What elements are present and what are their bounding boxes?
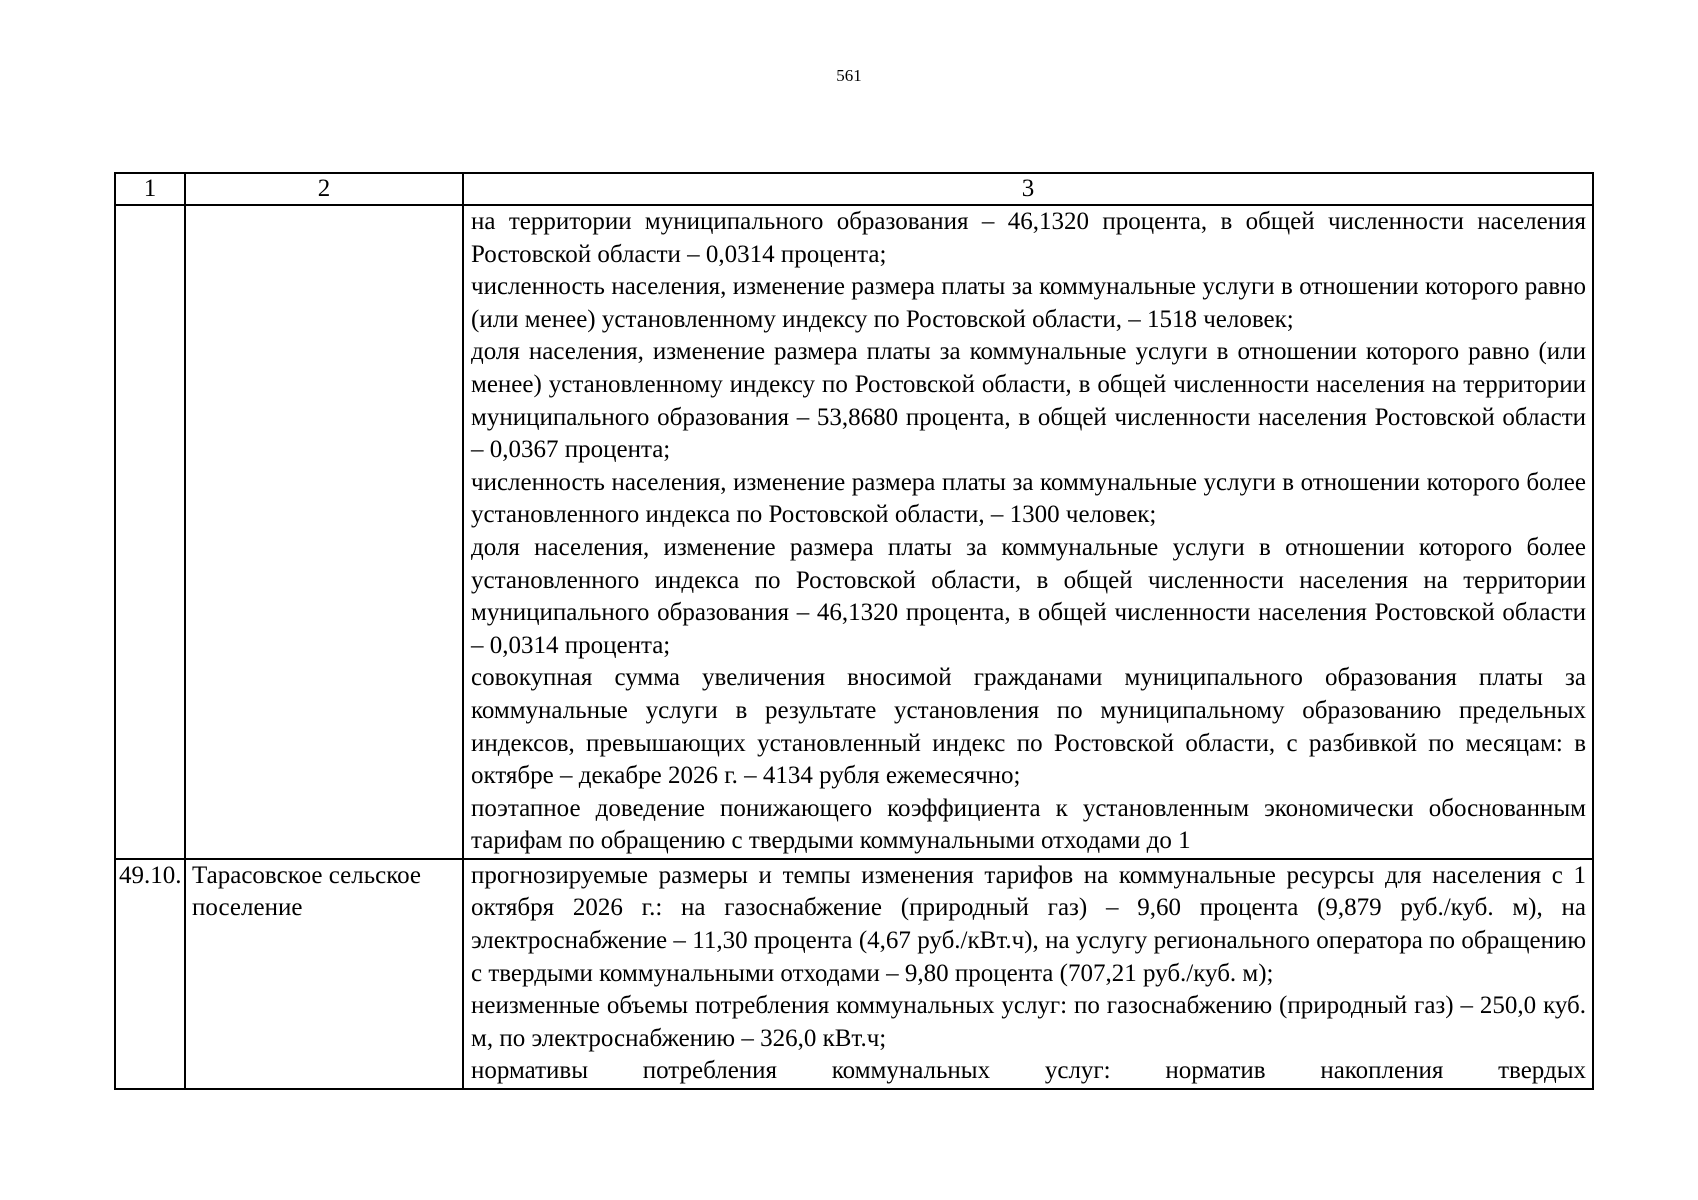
header-cell-1: 1 (115, 173, 185, 205)
header-cell-2: 2 (185, 173, 463, 205)
description-paragraph: совокупная сумма увеличения вносимой гражданами муниципального образования платы за коммунальные услуги в результате установления по муниципальному образованию предельных индексов, превышающих установленный индекс по Ростовской области, с разбивкой по месяцам: в октябре – декабре 2026 г. – 4134 рубля ежемесячно; (471, 664, 1586, 790)
row-name-cell (185, 205, 463, 859)
tariff-table (114, 172, 1594, 1090)
description-paragraph: нормативы потребления коммунальных услуг: норматив накопления твердых (471, 1057, 1586, 1085)
row-number-cell (115, 205, 185, 859)
header-cell-3: 3 (463, 173, 1593, 205)
page-number: 561 (836, 66, 862, 85)
table-header-row (115, 173, 1593, 205)
description-paragraph: прогнозируемые размеры и темпы изменения тарифов на коммунальные ресурсы для населения с 1 октября 2026 г.: на газоснабжение (природный газ) – 9,60 процента (9,879 руб./куб. м), на электроснабжение – 11,30 процента (4,67 руб./кВт.ч), на услугу регионального оператора по обращению с твердыми коммунальными отходами – 9,80 процента (707,21 руб./куб. м); (471, 861, 1586, 987)
row-number-cell: 49.10. (115, 859, 185, 1089)
row-description-cell (463, 205, 1593, 859)
table-row (115, 859, 1593, 1089)
description-paragraph: доля населения, изменение размера платы за коммунальные услуги в отношении которого более установленного индекса по Ростовской области, в общей численности населения на территории муниципального образования – 46,1320 процента, в общей численности населения Ростовской области – 0,0314 процента; (471, 533, 1586, 659)
description-paragraph: доля населения, изменение размера платы за коммунальные услуги в отношении которого равно (или менее) установленному индексу по Ростовской области, в общей численности населения на территории муниципального образования – 53,8680 процента, в общей численности населения Ростовской области – 0,0367 процента; (471, 338, 1586, 464)
row-name-cell: Тарасовское сельское поселение (185, 859, 463, 1089)
description-paragraph: численность населения, изменение размера платы за коммунальные услуги в отношении которого более установленного индекса по Ростовской области, – 1300 человек; (471, 468, 1586, 529)
table-row (115, 205, 1593, 859)
description-paragraph: неизменные объемы потребления коммунальных услуг: по газоснабжению (природный газ) – 250,0 куб. м, по электроснабжению – 326,0 кВт.ч; (471, 992, 1586, 1052)
description-paragraph: поэтапное доведение понижающего коэффициента к установленным экономически обоснованным тарифам по обращению с твердыми коммунальными отходами до 1 (471, 794, 1586, 855)
row-description-cell (463, 859, 1593, 1089)
description-paragraph: численность населения, изменение размера платы за коммунальные услуги в отношении которого равно (или менее) установленному индексу по Ростовской области, – 1518 человек; (471, 273, 1586, 333)
description-paragraph: на территории муниципального образования – 46,1320 процента, в общей численности населения Ростовской области – 0,0314 процента; (471, 208, 1586, 268)
